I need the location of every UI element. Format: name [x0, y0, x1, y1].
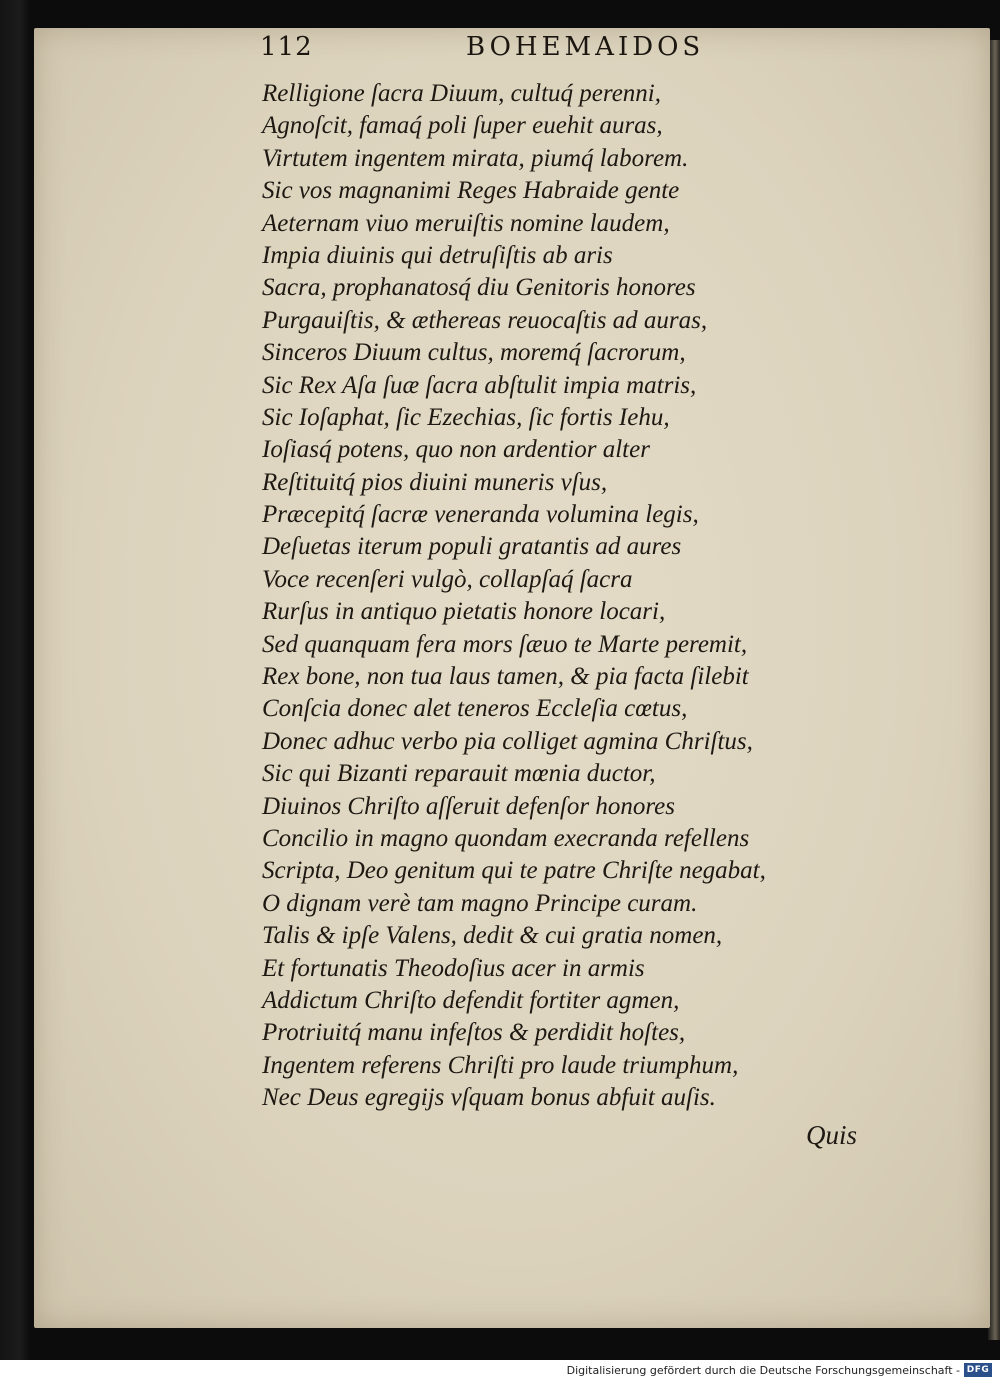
- verse-line: Impia diuinis qui detruſiſtis ab aris: [262, 241, 613, 269]
- catchword: Quis: [806, 1120, 858, 1150]
- verse-text: [262, 78, 862, 1115]
- verse-line: Addictum Chriſto defendit fortiter agmen,: [262, 986, 680, 1014]
- digitization-credit: Digitalisierung gefördert durch die Deutsche Forschungsgemeinschaft -: [566, 1364, 960, 1377]
- verse-line: Reſtituitq́ pios diuini muneris vſus,: [262, 468, 608, 496]
- verse-line: Talis & ipſe Valens, dedit & cui gratia nomen,: [262, 922, 723, 950]
- verse-line: Donec adhuc verbo pia colliget agmina Chriſtus,: [262, 727, 753, 755]
- verse-line: Præcepitq́ ſacræ veneranda volumina legis,: [262, 501, 699, 529]
- verse-line: Sic Rex Aſa ſuæ ſacra abſtulit impia matris,: [262, 371, 697, 399]
- verse-line: O dignam verè tam magno Principe curam.: [262, 889, 698, 917]
- running-head: BOHEMAIDOS: [466, 32, 705, 62]
- verse-line: Rurſus in antiquo pietatis honore locari,: [262, 598, 666, 626]
- footer-bar: [0, 1360, 1000, 1382]
- verse-line: Scripta, Deo genitum qui te patre Chriſte negabat,: [262, 857, 766, 885]
- verse-line: Virtutem ingentem mirata, piumq́ laborem.: [262, 144, 689, 172]
- verse-line: Rex bone, non tua laus tamen, & pia facta ſilebit: [262, 663, 749, 691]
- verse-line: Sed quanquam fera mors ſæuo te Marte peremit,: [262, 630, 748, 658]
- verse-line: Diuinos Chriſto aſſeruit defenſor honores: [262, 792, 675, 820]
- verse-line: Agnoſcit, famaq́ poli ſuper euehit auras,: [262, 112, 663, 140]
- verse-line: Voce recenſeri vulgò, collapſaq́ ſacra: [262, 565, 633, 593]
- verse-line: Sinceros Diuum cultus, moremq́ ſacrorum,: [262, 339, 686, 367]
- verse-line: Sic Ioſaphat, ſic Ezechias, ſic fortis Iehu,: [262, 403, 670, 431]
- verse-line: Sacra, prophanatosq́ diu Genitoris honores: [262, 274, 696, 302]
- page-number: 112: [260, 32, 313, 62]
- verse-line: Sic qui Bizanti reparauit mœnia ductor,: [262, 760, 656, 788]
- verse-line: Sic vos magnanimi Reges Habraide gente: [262, 177, 680, 205]
- verse-line: Nec Deus egregijs vſquam bonus abfuit auſis.: [262, 1084, 716, 1112]
- verse-line: Conſcia donec alet teneros Eccleſia cœtus,: [262, 695, 688, 723]
- verse-line: Ingentem referens Chriſti pro laude triumphum,: [262, 1051, 739, 1079]
- verse-line: Deſuetas iterum populi gratantis ad aures: [262, 533, 682, 561]
- verse-line: Relligione ſacra Diuum, cultuq́ perenni,: [262, 80, 661, 107]
- verse-line: Purgauiſtis, & æthereas reuocaſtis ad auras,: [262, 306, 708, 334]
- verse-line: Aeternam viuo meruiſtis nomine laudem,: [262, 209, 670, 237]
- verse-line: Concilio in magno quondam execranda refellens: [262, 824, 750, 852]
- verse-line: Protriuitq́ manu infeſtos & perdidit hoſtes,: [262, 1019, 686, 1047]
- verse-line: Et fortunatis Theodoſius acer in armis: [262, 954, 645, 982]
- dfg-logo: DFG: [964, 1363, 992, 1377]
- verse-line: Ioſiasq́ potens, quo non ardentior alter: [262, 436, 650, 464]
- page-header: [260, 32, 720, 72]
